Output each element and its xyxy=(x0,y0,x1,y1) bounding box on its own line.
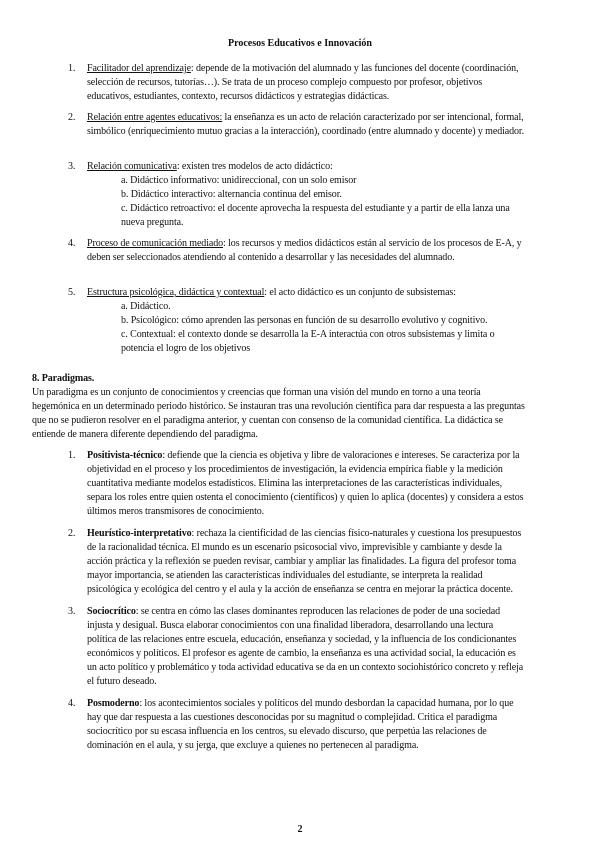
subitem: b. Psicológico: cómo aprenden las personas en función de su desarrollo evolutivo y cognitivo. xyxy=(121,315,488,326)
item-term: Estructura psicológica, didáctica y contextual xyxy=(87,287,265,298)
item-number: 1. xyxy=(68,450,76,461)
item-term: Proceso de comunicación mediado xyxy=(87,238,224,249)
subitem: b. Didáctico interactivo: alternancia continua del emisor. xyxy=(121,189,342,200)
item-term: Relación entre agentes educativos: xyxy=(87,112,223,123)
subitem: c. Contextual: el contexto donde se desarrolla la E-A interactúa con otros subsistemas y limita o potencia el logro de los objetivos xyxy=(121,329,495,354)
item-text: : defiende que la ciencia es objetiva y libre de valoraciones e intereses. Se caracteriza por la objetividad en el proceso y los procedimientos de investigación, la evidencia empírica fiable y la medición cuantitativa mediante modelos estadísticos. Elimina las interpretaciones de las características individuales, separa los roles entre quien ostenta el conocimiento (científicos) y quien lo aplica (docentes) y considera a estos últimos meros transmisores de conocimiento. xyxy=(87,450,524,517)
page-number: 2 xyxy=(297,824,303,835)
item-number: 3. xyxy=(68,161,76,172)
item-number: 4. xyxy=(68,698,76,709)
section-intro: Un paradigma es un conjunto de conocimientos y creencias que forman una visión del mundo en torno a una teoría hegemónica en un determinado periodo histórico. Se instauran tras una revolución científica para dar respuesta a las preguntas que no se pudieron resolver en el paradigma anterior, y cuentan con consenso de la comunidad científica. La didáctica se entiende de manera diferente dependiendo del paradigma. xyxy=(32,387,525,440)
item-number: 4. xyxy=(68,238,76,249)
list-item xyxy=(68,697,524,753)
item-term: Posmoderno xyxy=(87,698,140,709)
page-content xyxy=(0,62,600,753)
list-item xyxy=(68,237,524,279)
subitem: c. Didáctico retroactivo: el docente aprovecha la respuesta del estudiante y a partir de ella lanza una nueva pregunta. xyxy=(121,203,510,228)
list-item xyxy=(68,160,524,230)
item-term: Heurístico-interpretativo xyxy=(87,528,192,539)
item-term: Sociocrítico xyxy=(87,606,136,617)
item-text: : los acontecimientos sociales y políticos del mundo desbordan la capacidad humana, por lo que hay que dar respuesta a las cuestiones desconocidas por su magnitud o complejidad. Critica el paradigma sociocrítico por su escasa influencia en los centros, su elevado discurso, que perpetúa las relaciones de dominación en el aula, y su jerga, que excluye a quienes no pertenecen al paradigma. xyxy=(87,698,514,751)
item-text: : existen tres modelos de acto didáctico: xyxy=(176,161,333,172)
item-term: Facilitador del aprendizaje xyxy=(87,63,191,74)
section-title: 8. Paradigmas. xyxy=(32,373,95,384)
item-number: 1. xyxy=(68,63,76,74)
item-number: 2. xyxy=(68,528,76,539)
list-item xyxy=(68,62,524,104)
subitem: a. Didáctico. xyxy=(121,301,171,312)
item-text: : depende de la motivación del alumnado y las funciones del docente (coordinación, selección de recursos, tutorías…). Se trata de un proceso complejo compuesto por profesor, objetivos educativos, estudiantes, contexto, recursos didácticos y estrategias didácticas. xyxy=(87,63,519,102)
item-text: : se centra en cómo las clases dominantes reproducen las relaciones de poder de una sociedad injusta y desigual. Busca elaborar conocimientos con una finalidad liberadora, desarrollando una lectura política de las relaciones entre escuela, educación, enseñanza y sociedad, y la influencia de los condicionantes económicos y políticos. El profesor es agente de cambio, la enseñanza es una actividad social, la educación es un acto político y problemático y toda actividad educativa se da en un contexto sociohistórico concreto y refleja el futuro deseado. xyxy=(87,606,524,687)
list-item xyxy=(68,286,524,356)
subitem: a. Didáctico informativo: unidireccional, con un solo emisor xyxy=(121,175,357,186)
item-text: : el acto didáctico es un conjunto de subsistemas: xyxy=(264,287,456,298)
item-text: : rechaza la cientificidad de las ciencias físico-naturales y cuestiona los presupuestos de la racionalidad técnica. El mundo es un escenario psicosocial vivo, imprevisible y cambiante y desde la acción práctica y la reflexión se pueden revisar, cambiar y ampliar las finalidades. La figura del profesor toma mayor importancia, se atienden las características individuales del estudiante, se interpreta la realidad psicológica y ecológica del centro y el aula y la acción de enseñanza se centra en mejorar la práctica docente. xyxy=(87,528,522,595)
list-item xyxy=(68,111,524,153)
item-number: 2. xyxy=(68,112,76,123)
list-item xyxy=(68,449,524,519)
item-text: : los recursos y medios didácticos están al servicio de los procesos de E-A, y deben ser seleccionados atendiendo al contenido a desarrollar y las necesidades del alumnado. xyxy=(87,238,522,263)
item-text: la enseñanza es un acto de relación caracterizado por ser intencional, formal, simbólico (enriquecimiento mutuo gracias a la interacción), coordinado (entre alumnado y docente) y mediador. xyxy=(87,112,524,137)
item-number: 3. xyxy=(68,606,76,617)
item-term: Positivista-técnico xyxy=(87,450,163,461)
item-number: 5. xyxy=(68,287,76,298)
page-header: Procesos Educativos e Innovación xyxy=(228,38,372,49)
list-item xyxy=(68,605,524,689)
list-item xyxy=(68,527,524,597)
item-term: Relación comunicativa xyxy=(87,161,177,172)
